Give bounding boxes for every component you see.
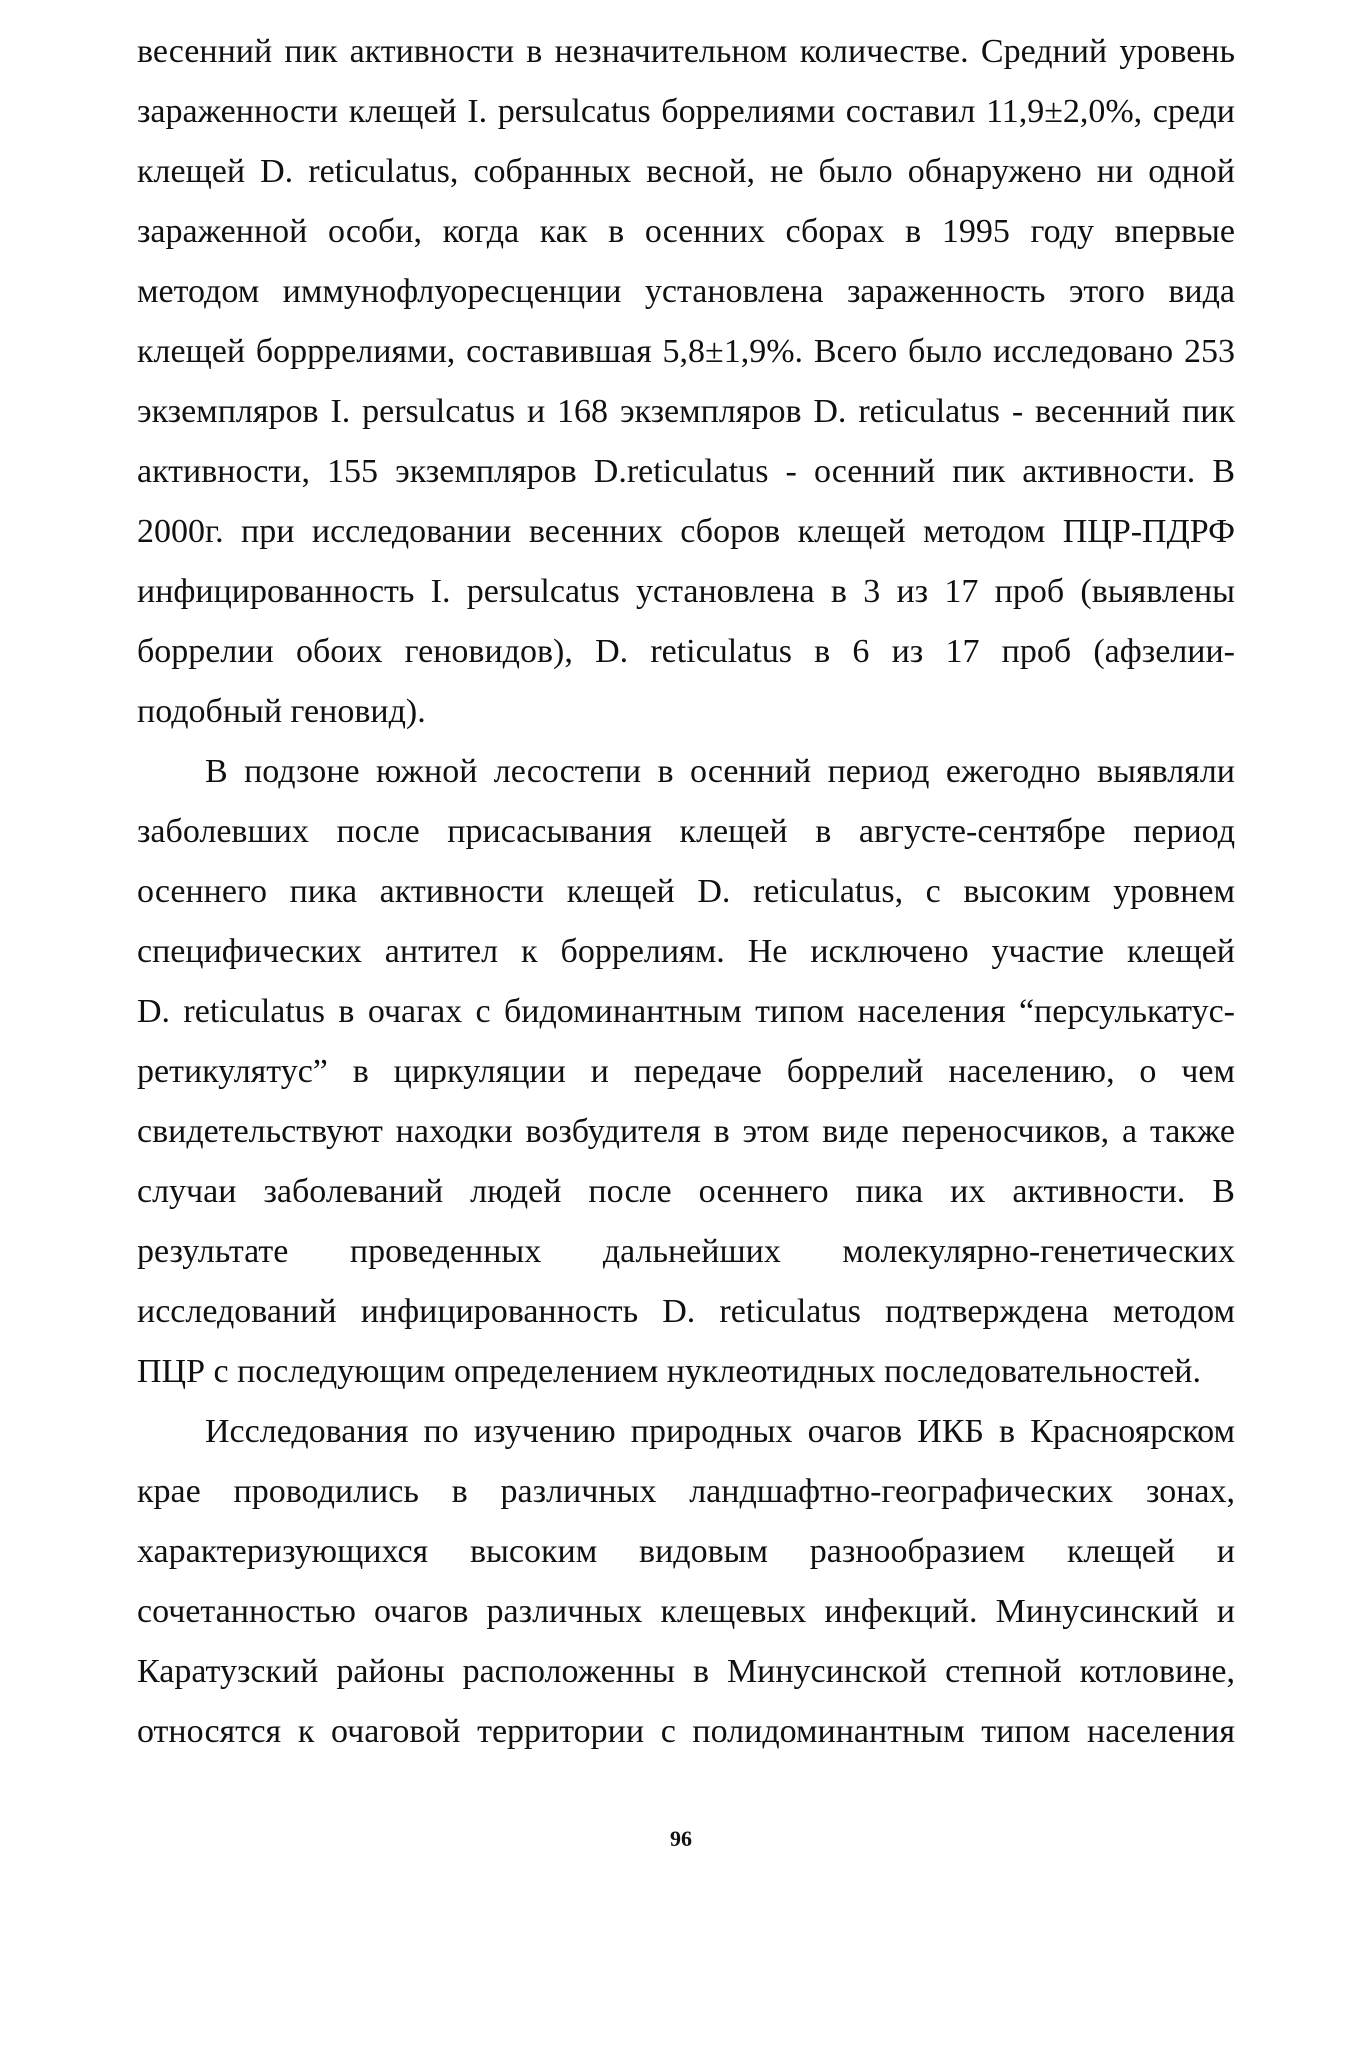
paragraph-1 xyxy=(137,22,1235,742)
text-line: В подзоне южной лесостепи в осенний период ежегодно выявляли xyxy=(205,753,1235,790)
text-line: Каратузский районы расположенны в Минусинской степной котловине, xyxy=(137,1653,1235,1690)
text-line: заболевших после присасывания клещей в августе-сентябре период xyxy=(137,813,1235,850)
text-line: инфицированность I. persulcatus установлена в 3 из 17 проб (выявлены xyxy=(137,573,1235,610)
page-number: 96 xyxy=(670,1826,692,1851)
text-line: зараженной особи, когда как в осенних сборах в 1995 году впервые xyxy=(137,213,1235,250)
text-line: крае проводились в различных ландшафтно-географических зонах, xyxy=(137,1473,1235,1510)
body-text xyxy=(137,22,1235,1762)
text-line: характеризующихся высоким видовым разнообразием клещей и xyxy=(137,1533,1235,1570)
text-line: активности, 155 экземпляров D.reticulatus - осенний пик активности. В xyxy=(137,453,1235,490)
text-line: подобный геновид). xyxy=(137,693,426,730)
text-line: боррелии обоих геновидов), D. reticulatus в 6 из 17 проб (афзелии- xyxy=(137,633,1235,670)
text-line: исследований инфицированность D. reticulatus подтверждена методом xyxy=(137,1293,1235,1330)
text-line: клещей D. reticulatus, собранных весной, не было обнаружено ни одной xyxy=(137,153,1235,190)
text-line: Исследования по изучению природных очагов ИКБ в Красноярском xyxy=(205,1413,1235,1450)
text-line: 2000г. при исследовании весенних сборов клещей методом ПЦР-ПДРФ xyxy=(137,513,1235,550)
text-line: результате проведенных дальнейших молекулярно-генетических xyxy=(137,1233,1235,1270)
text-line: свидетельствуют находки возбудителя в этом виде переносчиков, а также xyxy=(137,1113,1235,1150)
text-line: экземпляров I. persulcatus и 168 экземпляров D. reticulatus - весенний пик xyxy=(137,393,1235,430)
text-line: ретикулятус” в циркуляции и передаче боррелий населению, о чем xyxy=(137,1053,1235,1090)
text-line: методом иммунофлуоресценции установлена зараженность этого вида xyxy=(137,273,1235,310)
paragraph-2 xyxy=(137,742,1235,1402)
text-line: осеннего пика активности клещей D. reticulatus, с высоким уровнем xyxy=(137,873,1235,910)
text-line: случаи заболеваний людей после осеннего пика их активности. В xyxy=(137,1173,1235,1210)
text-line: D. reticulatus в очагах с бидоминантным типом населения “персулькатус- xyxy=(137,993,1235,1030)
text-line: весенний пик активности в незначительном количестве. Средний уровень xyxy=(137,33,1235,70)
text-line: ПЦР с последующим определением нуклеотидных последовательностей. xyxy=(137,1353,1201,1390)
text-line: относятся к очаговой территории с полидоминантным типом населения xyxy=(137,1713,1235,1750)
text-line: зараженности клещей I. persulcatus боррелиями составил 11,9±2,0%, среди xyxy=(137,93,1235,130)
paragraph-3 xyxy=(137,1402,1235,1762)
text-line: сочетанностью очагов различных клещевых инфекций. Минусинский и xyxy=(137,1593,1235,1630)
text-line: специфических антител к боррелиям. Не исключено участие клещей xyxy=(137,933,1235,970)
text-line: клещей борррелиями, составившая 5,8±1,9%. Всего было исследовано 253 xyxy=(137,333,1235,370)
